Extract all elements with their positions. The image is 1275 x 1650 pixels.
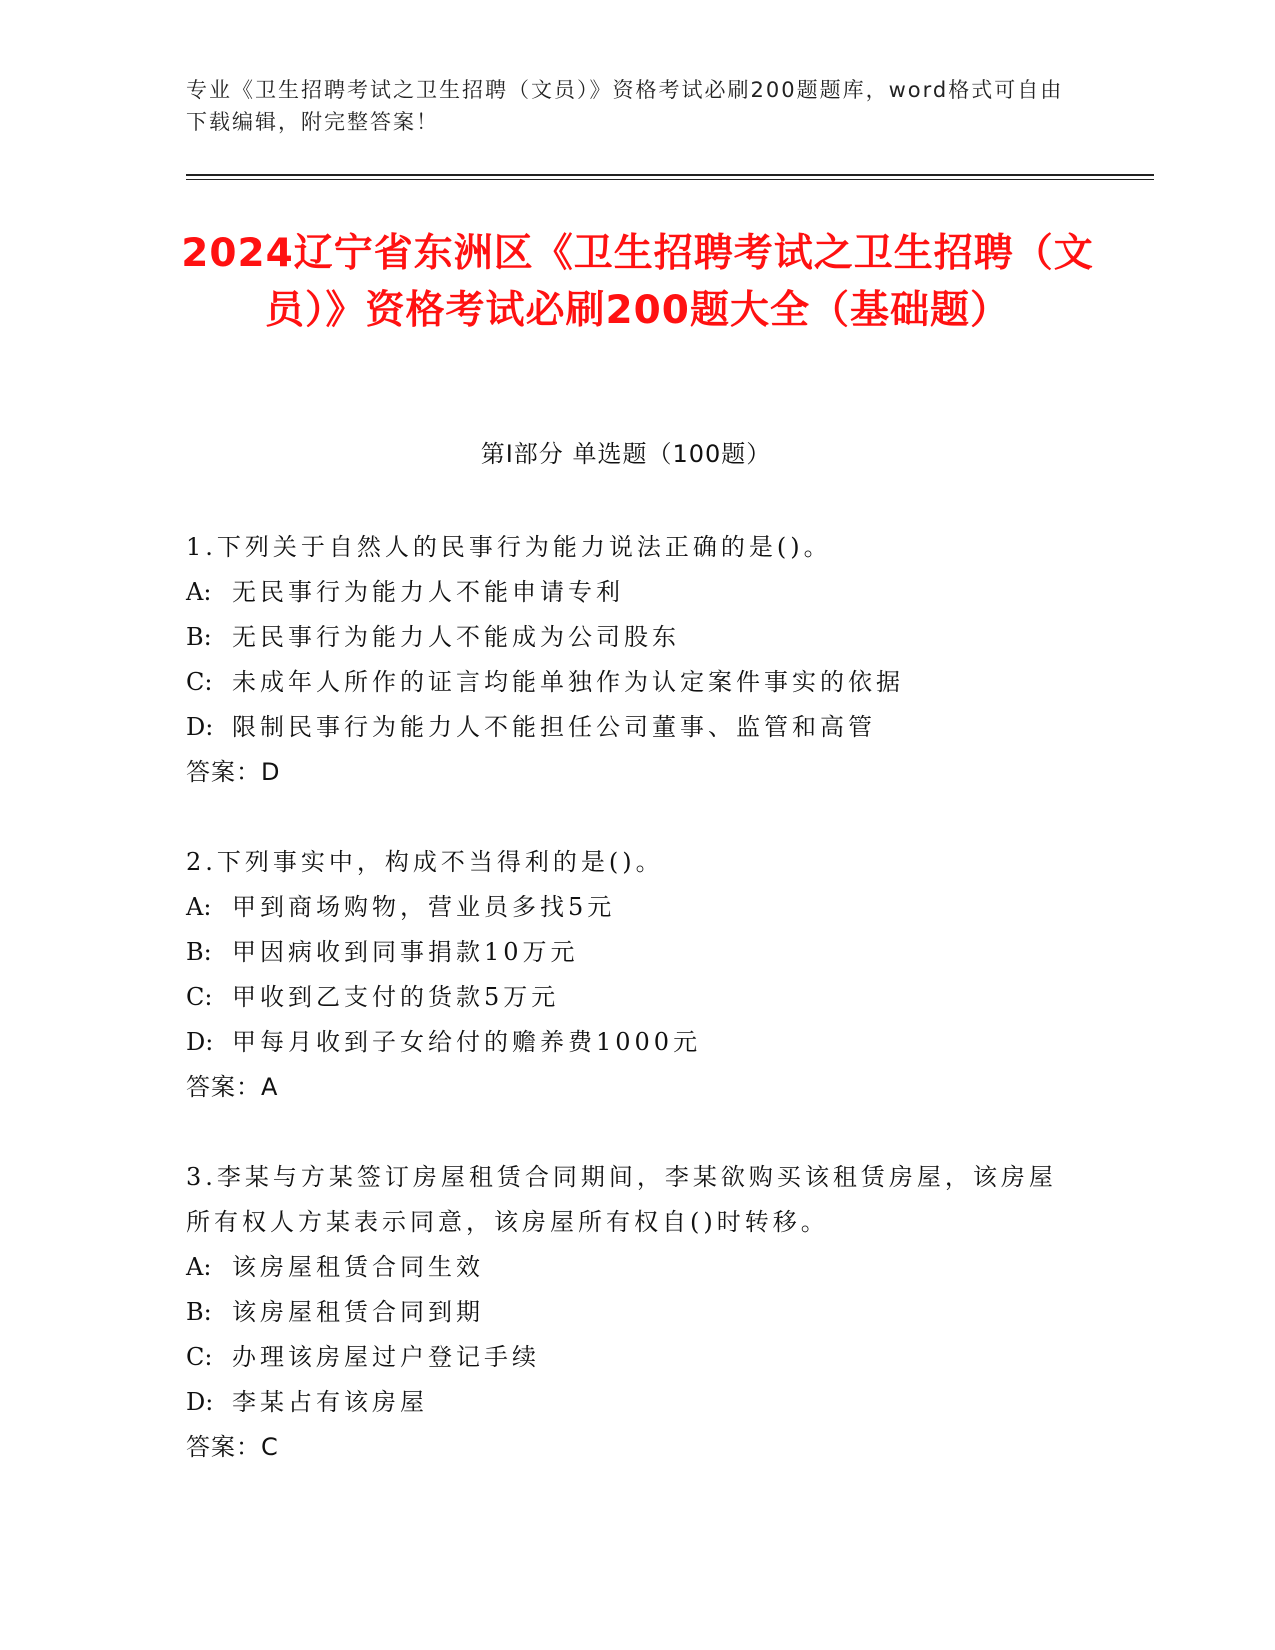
question-1 bbox=[186, 525, 1066, 795]
option-d bbox=[186, 1380, 1066, 1425]
option-b bbox=[186, 1290, 1066, 1335]
option-d bbox=[186, 1020, 1066, 1065]
option-text: 该房屋租赁合同到期 bbox=[232, 1298, 484, 1326]
option-a bbox=[186, 885, 1066, 930]
option-key: B: bbox=[186, 623, 212, 651]
header-rule-thin bbox=[186, 179, 1154, 180]
option-key: A: bbox=[186, 893, 212, 921]
option-text: 该房屋租赁合同生效 bbox=[232, 1253, 484, 1281]
question-stem: 1.下列关于自然人的民事行为能力说法正确的是()。 bbox=[186, 533, 832, 561]
question-stem: 2.下列事实中，构成不当得利的是()。 bbox=[186, 848, 664, 876]
option-key: B: bbox=[186, 1298, 212, 1326]
option-text: 无民事行为能力人不能成为公司股东 bbox=[232, 623, 680, 651]
option-text: 无民事行为能力人不能申请专利 bbox=[232, 578, 624, 606]
option-text: 甲每月收到子女给付的赡养费1000元 bbox=[232, 1028, 702, 1056]
answer-line: 答案：A bbox=[186, 1073, 279, 1101]
section-heading: 第I部分 单选题（100题） bbox=[480, 440, 772, 468]
option-key: A: bbox=[186, 578, 212, 606]
option-c bbox=[186, 975, 1066, 1020]
option-a bbox=[186, 570, 1066, 615]
document-title: 2024辽宁省东洲区《卫生招聘考试之卫生招聘（文员）》资格考试必刷200题大全（基础题） bbox=[181, 231, 1094, 333]
option-key: D: bbox=[186, 713, 214, 741]
option-key: C: bbox=[186, 668, 213, 696]
question-2 bbox=[186, 840, 1066, 1110]
question-stem: 3.李某与方某签订房屋租赁合同期间，李某欲购买该租赁房屋，该房屋所有权人方某表示同意，该房屋所有权自()时转移。 bbox=[186, 1163, 1057, 1236]
option-key: B: bbox=[186, 938, 212, 966]
option-key: C: bbox=[186, 983, 213, 1011]
option-c bbox=[186, 660, 1066, 705]
option-key: D: bbox=[186, 1388, 214, 1416]
option-key: C: bbox=[186, 1343, 213, 1371]
option-text: 甲收到乙支付的货款5万元 bbox=[232, 983, 560, 1011]
option-text: 甲到商场购物，营业员多找5元 bbox=[232, 893, 616, 921]
option-text: 李某占有该房屋 bbox=[232, 1388, 428, 1416]
option-text: 未成年人所作的证言均能单独作为认定案件事实的依据 bbox=[232, 668, 904, 696]
header-rule-thick bbox=[186, 174, 1154, 176]
option-d bbox=[186, 705, 1066, 750]
option-text: 甲因病收到同事捐款10万元 bbox=[232, 938, 579, 966]
option-a bbox=[186, 1245, 1066, 1290]
option-text: 办理该房屋过户登记手续 bbox=[232, 1343, 540, 1371]
option-key: D: bbox=[186, 1028, 214, 1056]
option-b bbox=[186, 930, 1066, 975]
option-c bbox=[186, 1335, 1066, 1380]
answer-line: 答案：D bbox=[186, 758, 281, 786]
question-list bbox=[186, 525, 1066, 1515]
header-note: 专业《卫生招聘考试之卫生招聘（文员）》资格考试必刷200题题库，word格式可自由下载编辑，附完整答案！ bbox=[186, 78, 1064, 134]
question-3 bbox=[186, 1155, 1066, 1470]
option-text: 限制民事行为能力人不能担任公司董事、监管和高管 bbox=[232, 713, 876, 741]
option-b bbox=[186, 615, 1066, 660]
answer-line: 答案：C bbox=[186, 1433, 279, 1461]
option-key: A: bbox=[186, 1253, 212, 1281]
